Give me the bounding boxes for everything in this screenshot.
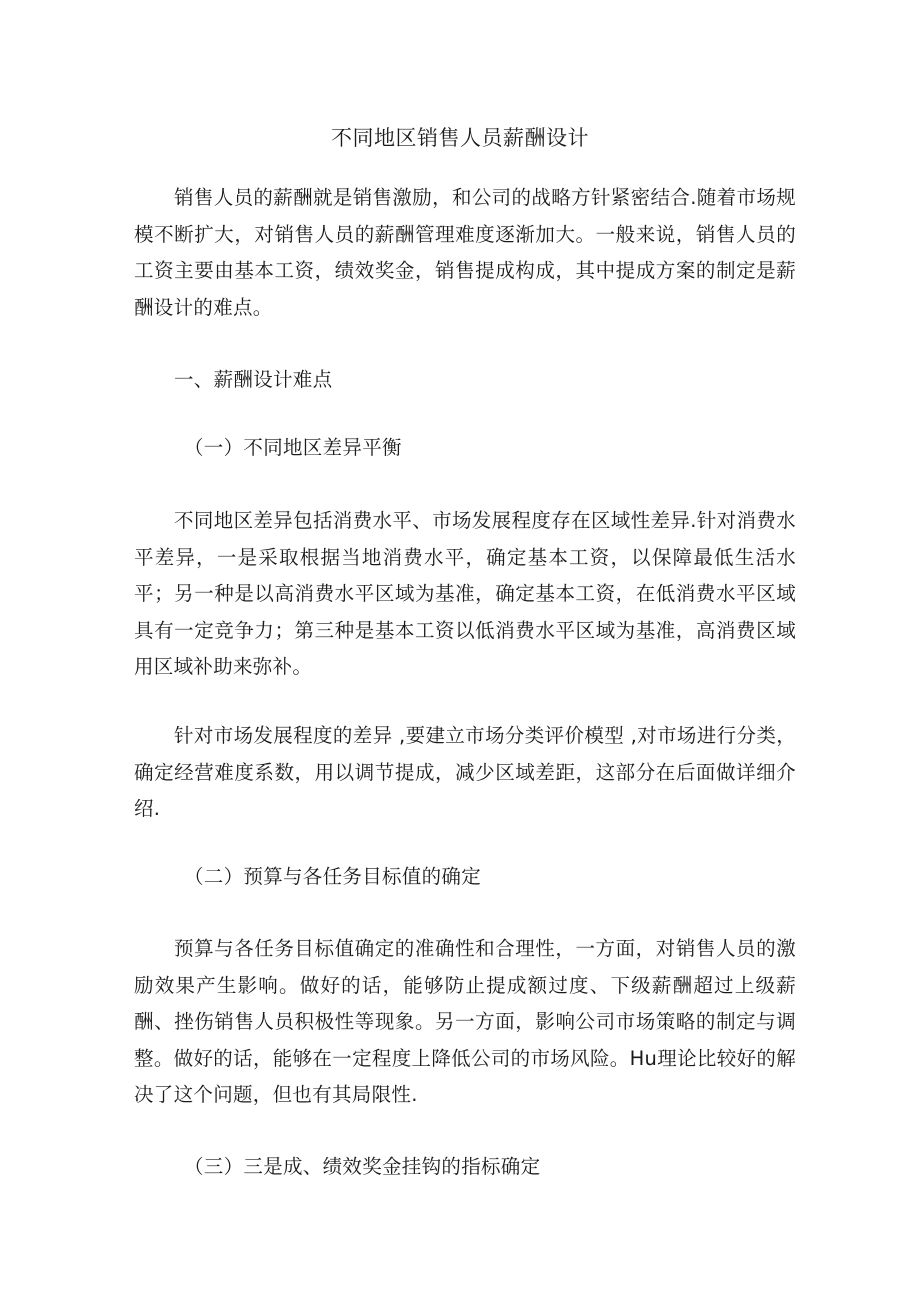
section-heading-1: 一、薪酬设计难点 [174,368,333,391]
subsection-1-paragraph-2: 针对市场发展程度的差异 ,要建立市场分类评价模型 ,对市场进行分类，确定经营难度系数，用以调节提成，减少区域差距，这部分在后面做详细介绍. [134,724,796,820]
subsection-heading-3: （三）三是成、绩效奖金挂钩的指标确定 [184,1155,541,1178]
intro-paragraph: 销售人员的薪酬就是销售激励，和公司的战略方针紧密结合.随着市场规模不断扩大，对销售人员的薪酬管理难度逐渐加大。一般来说，销售人员的工资主要由基本工资，绩效奖金，销售提成构成，其中提成方案的制定是薪酬设计的难点。 [134,186,796,319]
document-title: 不同地区销售人员薪酬设计 [331,126,589,150]
subsection-heading-2: （二）预算与各任务目标值的确定 [184,865,482,888]
subsection-2-paragraph-1: 预算与各任务目标值确定的准确性和合理性，一方面，对销售人员的激励效果产生影响。做好的话，能够防止提成额过度、下级薪酬超过上级薪酬、挫伤销售人员积极性等现象。另一方面，影响公司市场策略的制定与调整。做好的话，能够在一定程度上降低公司的市场风险。Hu理论比较好的解决了这个问题，但也有其局限性. [134,937,796,1106]
subsection-heading-1: （一）不同地区差异平衡 [184,436,402,459]
subsection-1-paragraph-1: 不同地区差异包括消费水平、市场发展程度存在区域性差异.针对消费水平差异，一是采取根据当地消费水平，确定基本工资，以保障最低生活水平；另一种是以高消费水平区域为基准，确定基本工资，在低消费水平区域具有一定竞争力；第三种是基本工资以低消费水平区域为基准，高消费区域用区域补助来弥补。 [134,509,796,678]
